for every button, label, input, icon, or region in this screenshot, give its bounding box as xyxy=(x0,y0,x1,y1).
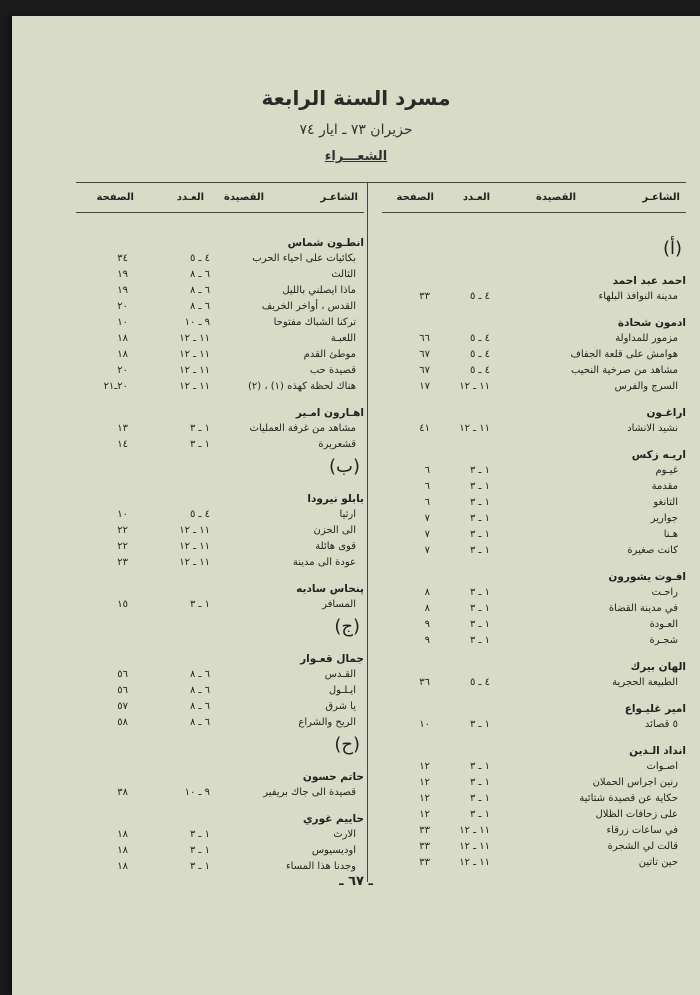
issue-number: ١ ـ ٣ xyxy=(189,845,210,856)
poem-title: اوديسيوس xyxy=(311,845,356,856)
page-ref: ٦٧ xyxy=(419,349,430,360)
poem-entry xyxy=(76,843,364,859)
poem-title: نشيد الانشاد xyxy=(627,423,678,434)
poem-entry xyxy=(382,855,686,871)
page-ref: ١٠ xyxy=(117,509,128,520)
issue-number: ٤ ـ ٥ xyxy=(469,365,490,376)
poem-title: حين تاتين xyxy=(638,857,678,868)
page-ref: ١٢ xyxy=(419,793,430,804)
issue-number: ٦ ـ ٨ xyxy=(189,285,210,296)
page-ref: ٨ xyxy=(424,603,430,614)
issue-number: ١ ـ ٣ xyxy=(469,761,490,772)
poem-title: الريح والشراع xyxy=(298,717,356,728)
issue-number: ١ ـ ٣ xyxy=(469,587,490,598)
poem-title: كانت صغيرة xyxy=(627,545,678,556)
issue-number: ١١ ـ ١٢ xyxy=(459,857,490,868)
page-ref: ٢٢ xyxy=(117,525,128,536)
issue-number: ١ ـ ٣ xyxy=(469,481,490,492)
poem-title: هـنا xyxy=(663,529,678,540)
page-ref: ١٨ xyxy=(117,333,128,344)
poem-entry xyxy=(76,437,364,453)
issue-number: ١١ ـ ١٢ xyxy=(459,825,490,836)
issue-number: ١ ـ ٣ xyxy=(469,529,490,540)
poem-title: الى الحزن xyxy=(313,525,356,536)
page-ref: ١٢ xyxy=(419,761,430,772)
issue-number: ١١ ـ ١٢ xyxy=(179,349,210,360)
poem-title: اللعبـة xyxy=(330,333,356,344)
poem-title: غيـوم xyxy=(655,465,678,476)
issue-number: ١١ ـ ١٢ xyxy=(179,365,210,376)
issue-number: ١ ـ ٣ xyxy=(189,861,210,872)
page-ref: ٥٦ xyxy=(117,685,128,696)
poem-entry xyxy=(76,539,364,555)
poem-title: هناك لحظة كهذه (١) ، (٢) xyxy=(248,381,356,392)
poem-title: قصيدة حب xyxy=(309,365,356,376)
page-ref: ٢٠ xyxy=(117,301,128,312)
header-poem: القصيدة xyxy=(536,192,576,203)
poem-entry xyxy=(382,807,686,823)
header-issue: العـدد xyxy=(462,192,490,203)
header-poet: الشاعـر xyxy=(642,192,680,203)
poem-title: مقدمة xyxy=(651,481,678,492)
issue-number: ١ ـ ٣ xyxy=(469,513,490,524)
poem-entry xyxy=(382,617,686,633)
poem-title: قوى هائلة xyxy=(315,541,356,552)
poem-entry xyxy=(382,543,686,559)
poem-title: تركنا الشباك مفتوحا xyxy=(273,317,356,328)
page-ref: ٧ xyxy=(424,545,430,556)
page-ref: ١٠ xyxy=(419,719,430,730)
column-header xyxy=(76,184,364,213)
poem-entry xyxy=(382,633,686,649)
issue-number: ٦ ـ ٨ xyxy=(189,701,210,712)
poem-entry xyxy=(382,601,686,617)
poem-title: شجـرة xyxy=(649,635,678,646)
document-page xyxy=(12,16,700,995)
poem-title: يا شرق xyxy=(325,701,356,712)
issue-number: ٩ ـ ١٠ xyxy=(184,317,210,328)
page-ref: ٣٣ xyxy=(419,857,430,868)
poem-title: جوارير xyxy=(650,513,678,524)
poem-title: موطئ القدم xyxy=(303,349,356,360)
page-ref: ١٢ xyxy=(419,809,430,820)
issue-number: ٤ ـ ٥ xyxy=(469,333,490,344)
page-ref: ٣٤ xyxy=(117,253,128,264)
issue-number: ٦ ـ ٨ xyxy=(189,669,210,680)
alphabet-letter: (أ) xyxy=(662,238,682,259)
poem-title: ايـلـول xyxy=(328,685,356,696)
poem-title: ٥ قصائد xyxy=(644,719,678,730)
issue-number: ١ ـ ٣ xyxy=(469,809,490,820)
alphabet-letter: (ج) xyxy=(334,616,360,637)
issue-number: ١١ ـ ١٢ xyxy=(179,381,210,392)
page-title: مسرد السنة الرابعة xyxy=(261,86,451,110)
page-ref: ٧ xyxy=(424,529,430,540)
poet-name: بابلو نيرودا xyxy=(307,493,364,505)
page-ref: ١٩ xyxy=(117,285,128,296)
poem-title: مزمور للمداولة xyxy=(615,333,678,344)
poem-entry xyxy=(382,331,686,347)
poem-title: الثالث xyxy=(331,269,356,280)
poem-entry xyxy=(76,523,364,539)
issue-number: ٤ ـ ٥ xyxy=(469,677,490,688)
poem-entry xyxy=(76,667,364,683)
poem-title: راحـت xyxy=(651,587,678,598)
page-ref: ١٩ xyxy=(117,269,128,280)
poem-title: حكاية عن قصيدة شتائية xyxy=(579,793,678,804)
issue-number: ١ ـ ٣ xyxy=(469,635,490,646)
poem-entry xyxy=(76,715,364,731)
poem-title: قشعريرة xyxy=(318,439,356,450)
poem-entry xyxy=(382,839,686,855)
poem-entry xyxy=(76,597,364,613)
poem-entry xyxy=(382,479,686,495)
poet-name: ادمون شحادة xyxy=(617,317,686,329)
poem-entry xyxy=(382,775,686,791)
poem-entry xyxy=(76,555,364,571)
page-ref: ٢٠ xyxy=(117,365,128,376)
page-ref: ٨ xyxy=(424,587,430,598)
poem-entry xyxy=(76,315,364,331)
issue-number: ٤ ـ ٥ xyxy=(189,253,210,264)
header-issue: العـدد xyxy=(176,192,204,203)
issue-number: ٩ ـ ١٠ xyxy=(184,787,210,798)
poem-entry xyxy=(76,251,364,267)
poem-entry xyxy=(382,463,686,479)
page-ref: ١٨ xyxy=(117,845,128,856)
poem-entry xyxy=(382,363,686,379)
page-ref: ٣٦ xyxy=(419,677,430,688)
page-ref: ٩ xyxy=(424,635,430,646)
issue-number: ١ ـ ٣ xyxy=(469,465,490,476)
issue-number: ٤ ـ ٥ xyxy=(469,349,490,360)
poem-entry xyxy=(76,331,364,347)
poem-title: المسافر xyxy=(322,599,356,610)
page-ref: ١٨ xyxy=(117,861,128,872)
poet-name: اراغـون xyxy=(646,407,686,419)
poet-name: حاييم غوري xyxy=(302,813,364,825)
poem-entry xyxy=(382,759,686,775)
poem-entry xyxy=(76,363,364,379)
poem-entry xyxy=(382,289,686,305)
page-number: ـ ٦٧ ـ xyxy=(339,874,373,889)
issue-number: ١ ـ ٣ xyxy=(469,603,490,614)
issue-number: ٦ ـ ٨ xyxy=(189,717,210,728)
poem-entry xyxy=(76,421,364,437)
page-ref: ٥٨ xyxy=(117,717,128,728)
page-ref: ٢٣ xyxy=(117,557,128,568)
date-range: حزيران ٧٣ ـ ايار ٧٤ xyxy=(299,122,413,138)
issue-number: ١ ـ ٣ xyxy=(469,545,490,556)
poet-name: پنحاس ساديه xyxy=(296,583,364,595)
poem-title: قالت لي الشجرة xyxy=(607,841,678,852)
issue-number: ٦ ـ ٨ xyxy=(189,301,210,312)
issue-number: ١ ـ ٣ xyxy=(469,777,490,788)
poem-title: اصـوات xyxy=(646,761,678,772)
issue-number: ١ ـ ٣ xyxy=(189,829,210,840)
poem-entry xyxy=(382,495,686,511)
poem-entry xyxy=(382,347,686,363)
poet-name: اريـه زكس xyxy=(631,449,686,461)
alphabet-letter: (ح) xyxy=(334,734,360,755)
issue-number: ١ ـ ٣ xyxy=(469,619,490,630)
poem-entry xyxy=(76,267,364,283)
issue-number: ١ ـ ٣ xyxy=(189,423,210,434)
page-ref: ٥٦ xyxy=(117,669,128,680)
column-header xyxy=(382,184,686,213)
page-ref: ١٨ xyxy=(117,349,128,360)
poem-title: العـودة xyxy=(649,619,678,630)
poet-name: احمد عبد احمد xyxy=(612,275,686,287)
poem-entry xyxy=(76,299,364,315)
issue-number: ٤ ـ ٥ xyxy=(189,509,210,520)
poem-title: الطبيعة الحجرية xyxy=(612,677,678,688)
alphabet-letter: (ب) xyxy=(329,456,360,477)
poet-name: افـوت يشورون xyxy=(608,571,686,583)
page-ref: ٣٨ xyxy=(117,787,128,798)
poem-title: ارثيا xyxy=(339,509,356,520)
poem-title: قصيدة الى جاك بريفير xyxy=(263,787,356,798)
page-ref: ٣٣ xyxy=(419,825,430,836)
header-rule xyxy=(76,182,686,183)
poem-title: على زحافات الظلال xyxy=(595,809,678,820)
issue-number: ١ ـ ٣ xyxy=(469,793,490,804)
poem-entry xyxy=(76,683,364,699)
poem-title: في مدينة القضاة xyxy=(608,603,678,614)
issue-number: ١١ ـ ١٢ xyxy=(459,841,490,852)
poem-title: عودة الى مدينة xyxy=(292,557,356,568)
poet-name: جمال قعـوار xyxy=(300,653,364,665)
issue-number: ١ ـ ٣ xyxy=(469,497,490,508)
page-ref: ٣٣ xyxy=(419,291,430,302)
poem-title: هوامش على قلعة الجفاف xyxy=(570,349,678,360)
section-heading: الشعـــراء xyxy=(324,149,388,164)
issue-number: ٤ ـ ٥ xyxy=(469,291,490,302)
left-column xyxy=(76,184,364,875)
issue-number: ١١ ـ ١٢ xyxy=(459,381,490,392)
index-rows xyxy=(76,235,364,875)
poem-entry xyxy=(76,699,364,715)
poem-title: وجدنا هذا المساء xyxy=(285,861,356,872)
header-page: الصفحة xyxy=(396,192,434,203)
column-divider xyxy=(367,182,368,882)
poem-entry xyxy=(382,675,686,691)
page-ref: ١٣ xyxy=(117,423,128,434)
issue-number: ١١ ـ ١٢ xyxy=(179,525,210,536)
header-page: الصفحة xyxy=(96,192,134,203)
poet-name: الهان بيرك xyxy=(630,661,686,673)
poem-title: السرج والفرس xyxy=(614,381,678,392)
poem-title: التانغو xyxy=(653,497,678,508)
poem-entry xyxy=(382,823,686,839)
issue-number: ١١ ـ ١٢ xyxy=(179,333,210,344)
poem-entry xyxy=(382,791,686,807)
issue-number: ٦ ـ ٨ xyxy=(189,269,210,280)
page-ref: ٢٢ xyxy=(117,541,128,552)
issue-number: ١ ـ ٣ xyxy=(189,439,210,450)
poem-entry xyxy=(382,717,686,733)
page-ref: ٦ xyxy=(424,465,430,476)
page-ref: ١٨ xyxy=(117,829,128,840)
poem-entry xyxy=(76,379,364,395)
poem-entry xyxy=(76,347,364,363)
poem-entry xyxy=(382,379,686,395)
issue-number: ١١ ـ ١٢ xyxy=(179,541,210,552)
page-ref: ١٥ xyxy=(117,599,128,610)
header-poem: القصيدة xyxy=(224,192,264,203)
index-rows xyxy=(382,235,686,871)
issue-number: ١١ ـ ١٢ xyxy=(179,557,210,568)
poem-entry xyxy=(76,283,364,299)
poem-title: ماذا ايصلني بالليل xyxy=(282,285,356,296)
poem-title: الارث xyxy=(333,829,356,840)
poem-entry xyxy=(76,785,364,801)
poem-entry xyxy=(76,827,364,843)
poem-title: القـدس xyxy=(324,669,356,680)
poem-title: مشاهد من صرخية النحيب xyxy=(570,365,678,376)
poem-title: رنين اجراس الحملان xyxy=(592,777,678,788)
page-ref: ١٢ xyxy=(419,777,430,788)
poem-title: مدينة النوافذ البلهاء xyxy=(598,291,678,302)
poet-name: امير غليـواع xyxy=(624,703,686,715)
issue-number: ١ ـ ٣ xyxy=(189,599,210,610)
issue-number: ٦ ـ ٨ xyxy=(189,685,210,696)
poem-title: بكائيات على احياء الحرب xyxy=(252,253,356,264)
right-column xyxy=(382,184,686,871)
poem-entry xyxy=(382,527,686,543)
page-ref: ٦٧ xyxy=(419,365,430,376)
poem-entry xyxy=(382,585,686,601)
poet-name: انطـون شماس xyxy=(287,237,364,249)
poet-name: انداد الـدين xyxy=(629,745,686,757)
header-poet: الشاعـر xyxy=(320,192,358,203)
page-ref: ٥٧ xyxy=(117,701,128,712)
issue-number: ١ ـ ٣ xyxy=(469,719,490,730)
page-ref: ٦٦ xyxy=(419,333,430,344)
poem-title: مشاهد من غرفة العمليات xyxy=(249,423,356,434)
page-ref: ٢٠ـ٢١ xyxy=(103,381,128,392)
page-ref: ٦ xyxy=(424,481,430,492)
page-ref: ٩ xyxy=(424,619,430,630)
page-ref: ٣٣ xyxy=(419,841,430,852)
poet-name: حاتم حسون xyxy=(302,771,364,783)
page-ref: ٦ xyxy=(424,497,430,508)
poem-entry xyxy=(76,859,364,875)
poem-entry xyxy=(382,511,686,527)
page-ref: ١٧ xyxy=(419,381,430,392)
poem-entry xyxy=(382,421,686,437)
poem-entry xyxy=(76,507,364,523)
page-ref: ٤١ xyxy=(419,423,430,434)
page-ref: ١٠ xyxy=(117,317,128,328)
poem-title: القدس ، أواخر الخريف xyxy=(261,301,356,312)
poet-name: اهـارون امـير xyxy=(295,407,364,419)
issue-number: ١١ ـ ١٢ xyxy=(459,423,490,434)
page-ref: ٧ xyxy=(424,513,430,524)
poem-title: في ساعات زرقاء xyxy=(606,825,678,836)
page-ref: ١٤ xyxy=(117,439,128,450)
